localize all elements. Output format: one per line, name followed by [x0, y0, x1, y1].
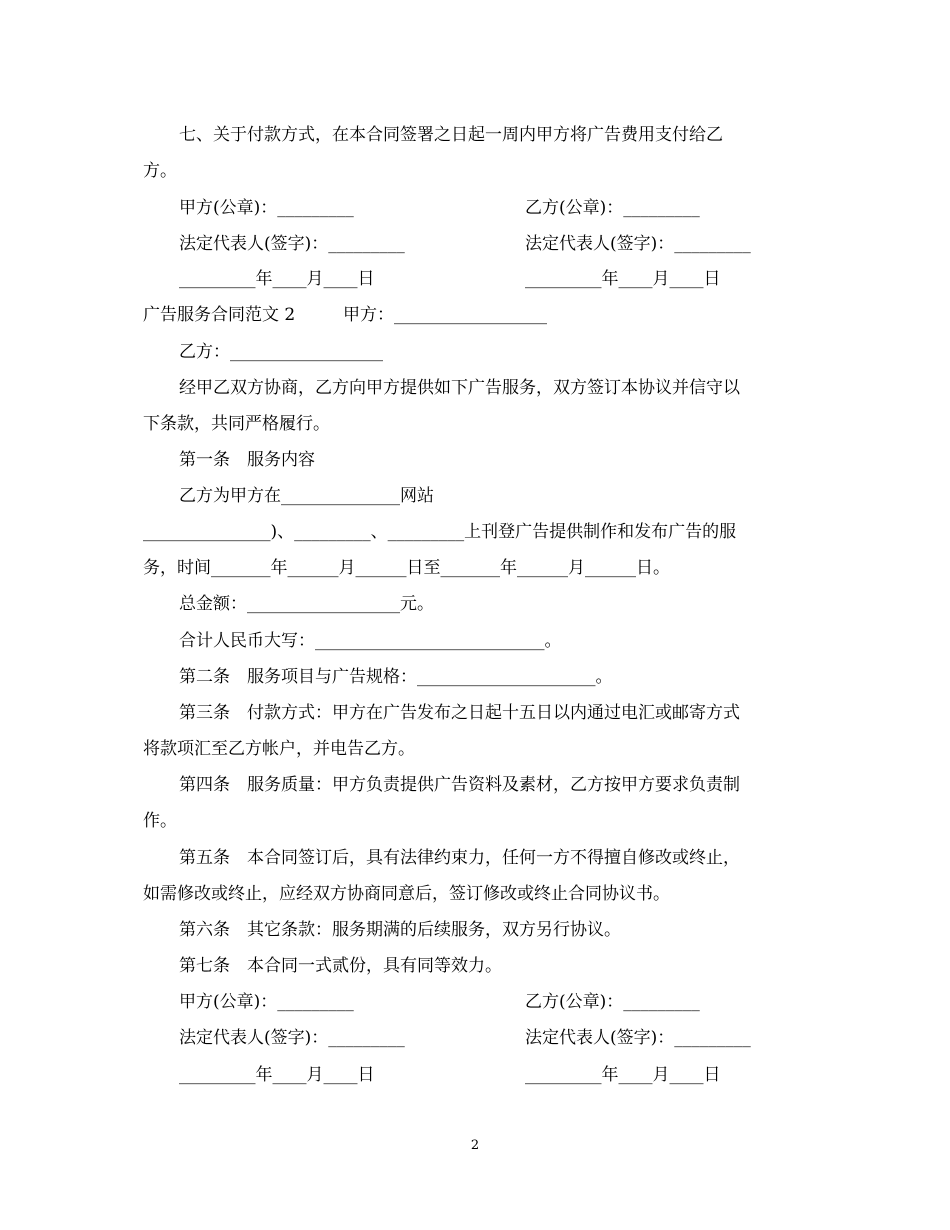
article-6: 第六条 其它条款：服务期满的后续服务，双方另行协议。	[179, 920, 621, 940]
party-b-rep: 法定代表人(签字)：_________	[525, 234, 751, 254]
contract2-heading-row	[143, 304, 803, 326]
party-a-rep: 法定代表人(签字)：_________	[179, 234, 405, 254]
contract-heading: 广告服务合同范文 2	[143, 305, 296, 325]
total-rmb: 合计人民币大写：___________________________。	[179, 631, 562, 651]
party-b-date: _________年____月____日	[525, 269, 721, 289]
article-4-line2: 作。	[143, 811, 177, 831]
bottom-party-a-date: _________年____月____日	[179, 1065, 375, 1085]
contract-party-a: 甲方：__________________	[343, 305, 547, 325]
bottom-seal-row	[179, 991, 839, 1013]
party-b-seal: 乙方(公章)：_________	[525, 198, 700, 218]
intro-line1: 经甲乙双方协商，乙方向甲方提供如下广告服务，双方签订本协议并信守以	[179, 378, 740, 398]
signature-seal-row	[179, 197, 839, 219]
bottom-party-a-rep: 法定代表人(签字)：_________	[179, 1028, 405, 1048]
party-a-date: _________年____月____日	[179, 269, 375, 289]
article-5-line1: 第五条 本合同签订后，具有法律约束力，任何一方不得擅自修改或终止，	[179, 848, 740, 868]
clause-seven-line1: 七、关于付款方式，在本合同签署之日起一周内甲方将广告费用支付给乙	[179, 125, 723, 145]
bottom-party-b-seal: 乙方(公章)：_________	[525, 992, 700, 1012]
bottom-date-row	[179, 1064, 839, 1086]
intro-line2: 下条款，共同严格履行。	[143, 414, 330, 434]
party-a-seal: 甲方(公章)：_________	[179, 198, 354, 218]
article-7: 第七条 本合同一式贰份，具有同等效力。	[179, 956, 502, 976]
bottom-party-a-seal: 甲方(公章)：_________	[179, 992, 354, 1012]
article-1-title: 第一条 服务内容	[179, 450, 315, 470]
bottom-rep-row	[179, 1027, 839, 1049]
article-1-line3: 务，时间_______年______月______日至_______年______月______日。	[143, 558, 670, 578]
article-2: 第二条 服务项目与广告规格：_____________________。	[179, 667, 613, 687]
bottom-party-b-rep: 法定代表人(签字)：_________	[525, 1028, 751, 1048]
article-4-line1: 第四条 服务质量：甲方负责提供广告资料及素材，乙方按甲方要求负责制	[179, 775, 740, 795]
article-3-line2: 将款项汇至乙方帐户，并电告乙方。	[143, 739, 415, 759]
signature-date-row	[179, 268, 839, 290]
contract-party-b: 乙方：__________________	[179, 342, 383, 362]
total-amount: 总金额：__________________元。	[179, 594, 434, 614]
signature-rep-row	[179, 233, 839, 255]
article-1-line2: _______________)、_________、_________上刊登广告提供制作和发布广告的服	[143, 522, 737, 542]
bottom-party-b-date: _________年____月____日	[525, 1065, 721, 1085]
article-5-line2: 如需修改或终止，应经双方协商同意后，签订修改或终止合同协议书。	[143, 884, 670, 904]
clause-seven-line2: 方。	[143, 161, 177, 181]
page-number: 2	[470, 1138, 480, 1153]
article-1-line1: 乙方为甲方在______________网站	[179, 486, 434, 506]
article-3-line1: 第三条 付款方式：甲方在广告发布之日起十五日以内通过电汇或邮寄方式	[179, 703, 740, 723]
